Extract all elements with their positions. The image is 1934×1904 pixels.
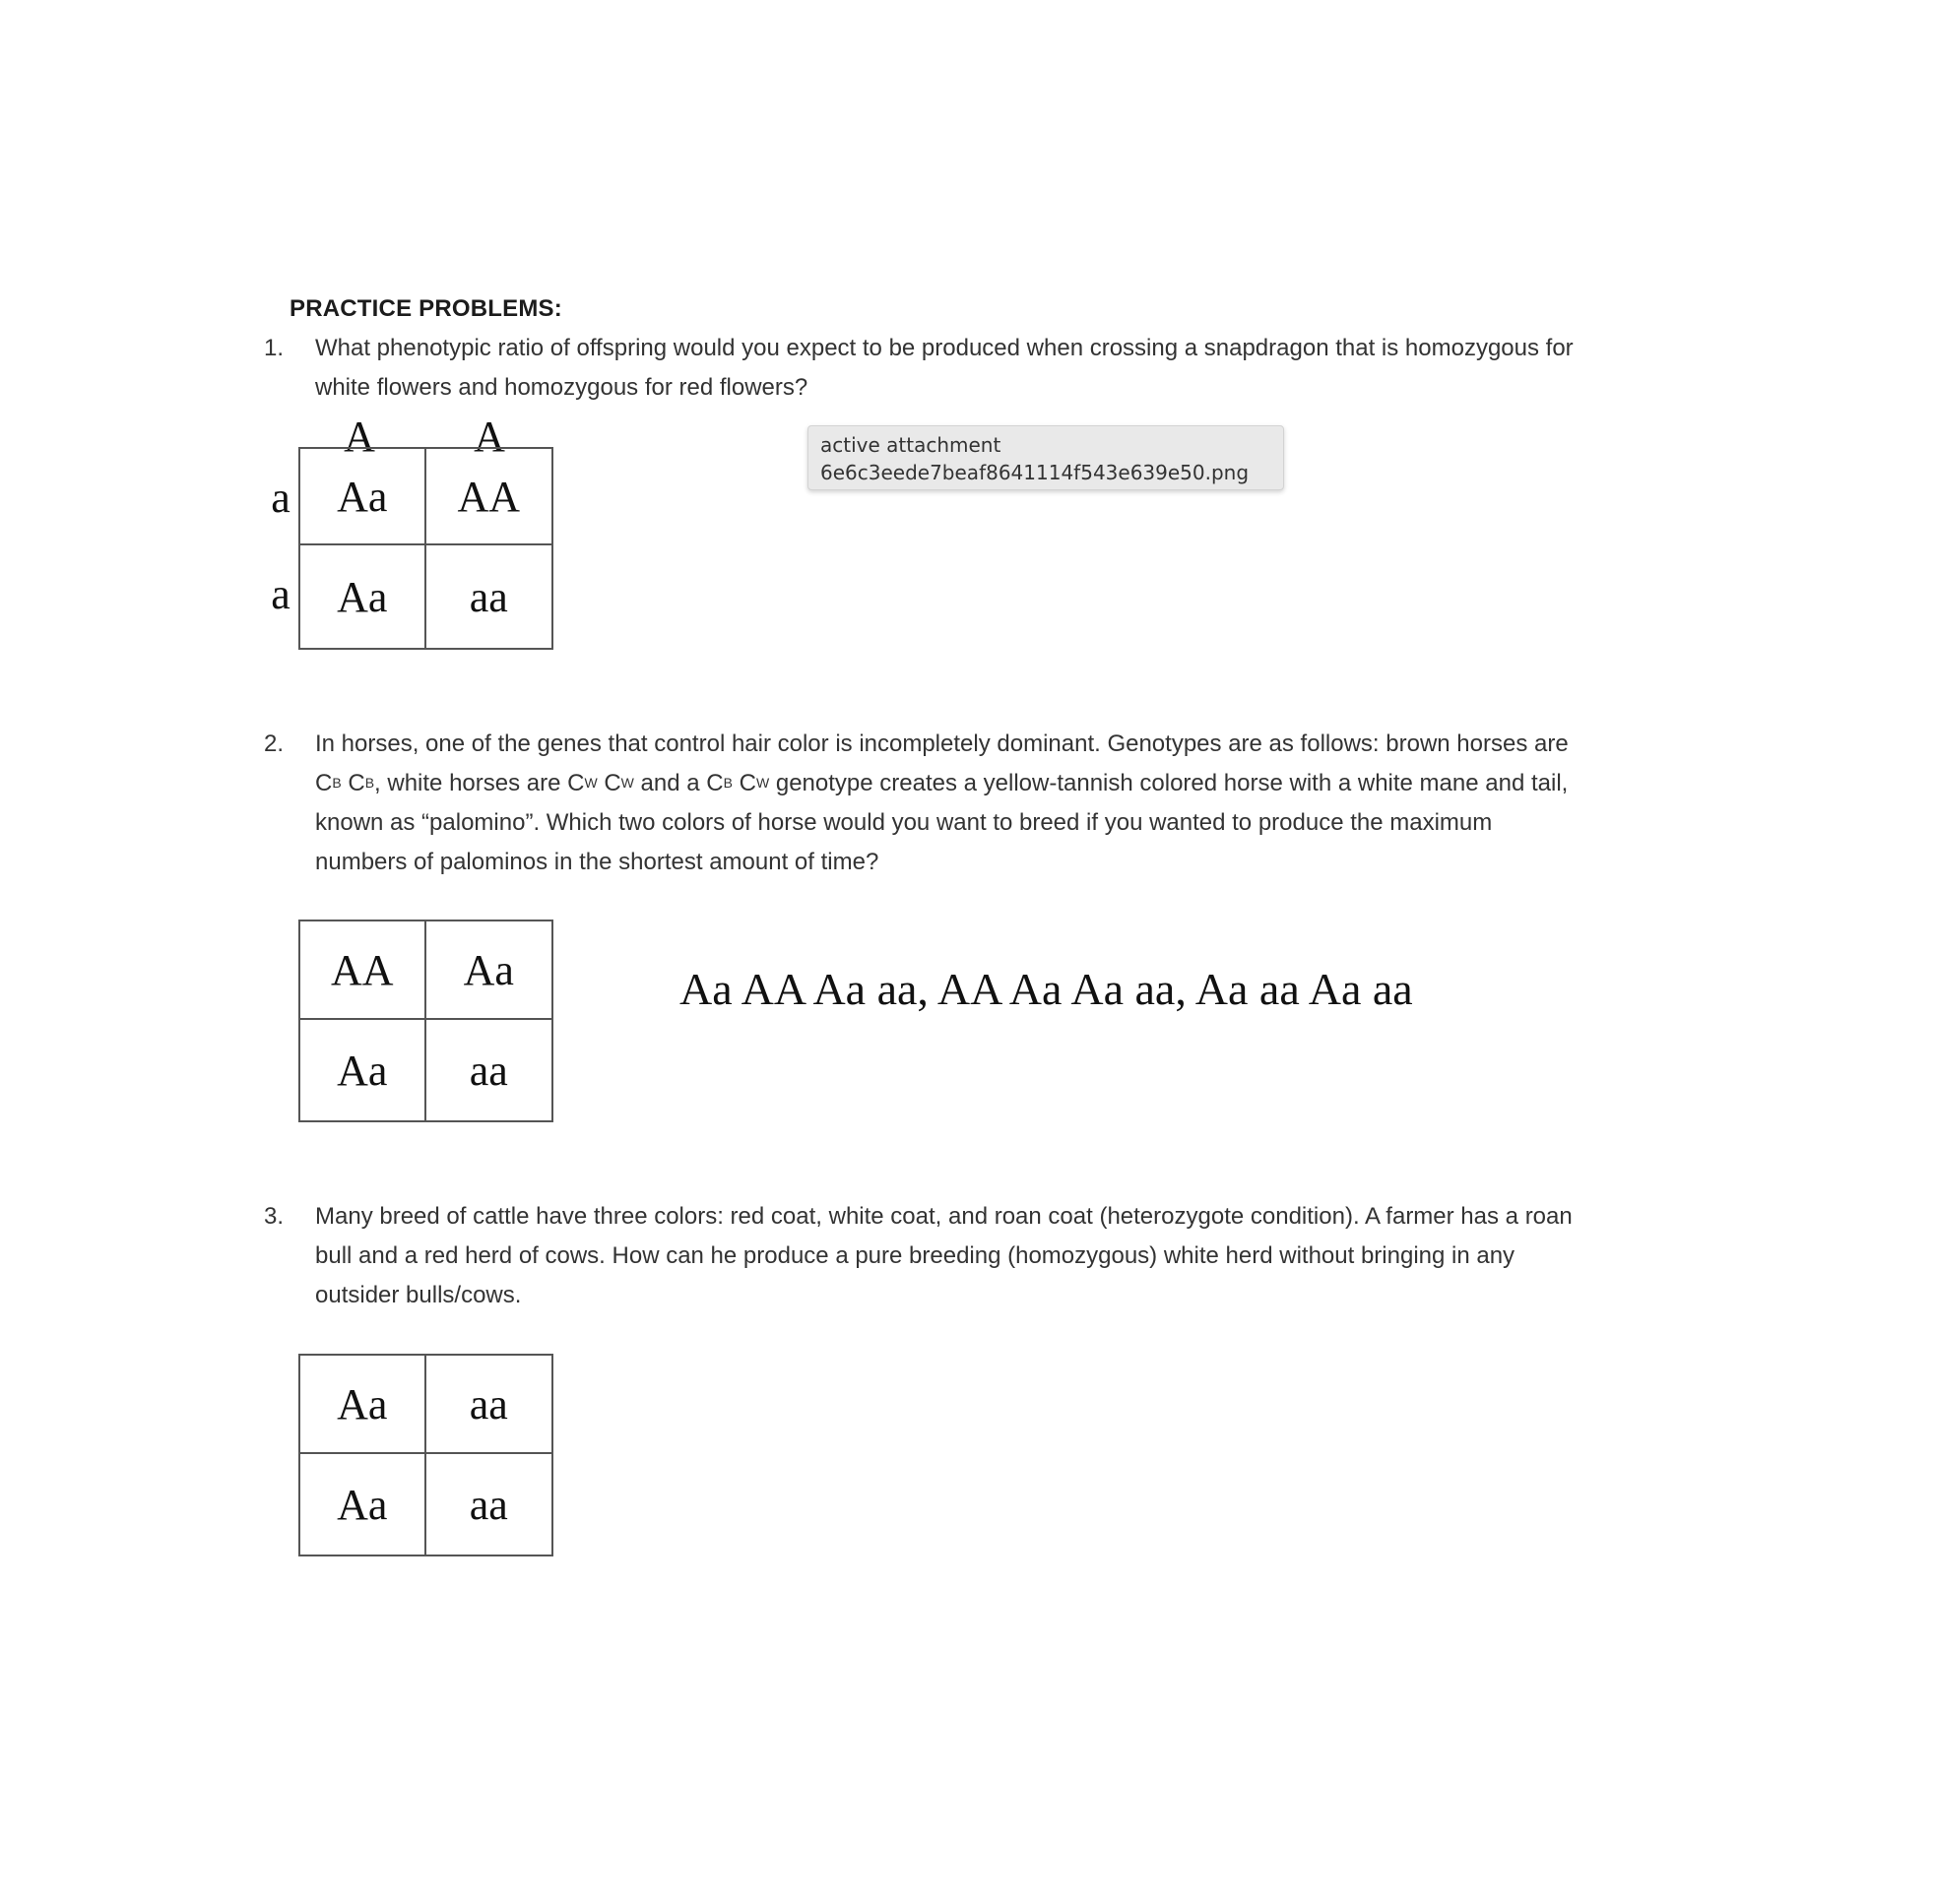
question-3-line: bull and a red herd of cows. How can he produce a pure breeding (homozygous) white herd without bringing in any [315, 1242, 1515, 1269]
punnett-square-3 [298, 1354, 553, 1556]
punnett-cell: Aa [300, 545, 426, 648]
punnett-square-1 [298, 447, 553, 650]
question-1-text [315, 329, 1684, 408]
punnett-1-column-header: A [474, 413, 505, 461]
question-2-number: 2. [264, 730, 285, 757]
punnett-1-row-header: a [271, 474, 290, 522]
punnett-cell: Aa [426, 921, 552, 1020]
punnett-1-row-header: a [271, 570, 290, 618]
punnett-cell: AA [300, 921, 426, 1020]
question-1-line: What phenotypic ratio of offspring would you expect to be produced when crossing a snapdragon that is homozygous for [315, 335, 1574, 361]
question-3-line: Many breed of cattle have three colors: red coat, white coat, and roan coat (heterozygote condition). A farmer has a roan [315, 1203, 1573, 1230]
section-heading: PRACTICE PROBLEMS: [290, 295, 562, 322]
handwritten-answer: Aa AA Aa aa, AA Aa Aa aa, Aa aa Aa aa [679, 964, 1413, 1014]
question-2-text [315, 725, 1684, 882]
tooltip-title: active attachment [820, 433, 1001, 457]
question-1-line: white flowers and homozygous for red flowers? [315, 374, 808, 401]
punnett-cell: Aa [300, 1454, 426, 1555]
punnett-cell: aa [469, 1046, 508, 1095]
question-2-genotype-line: $C^B$ $C^B$, white horses are $C^W$ $C^W$ and a $C^B$ $C^W$ genotype creates a yellow-tannish colored horse with a white mane and tail, [315, 770, 1569, 796]
punnett-cell: aa [426, 1356, 552, 1454]
punnett-square-2 [298, 920, 553, 1122]
question-2-line: known as “palomino”. Which two colors of horse would you want to breed if you wanted to produce the maximum [315, 809, 1493, 836]
question-3-text [315, 1197, 1684, 1315]
punnett-cell: AA [426, 449, 552, 545]
punnett-cell: aa [469, 572, 508, 621]
attachment-tooltip [807, 425, 1284, 490]
punnett-cell: Aa [300, 1020, 426, 1120]
question-2-line: numbers of palominos in the shortest amount of time? [315, 849, 879, 875]
question-1-number: 1. [264, 335, 285, 361]
punnett-cell: aa [469, 1480, 508, 1529]
question-2-line: In horses, one of the genes that control hair color is incompletely dominant. Genotypes are as follows: brown horses are [315, 730, 1569, 757]
tooltip-filename: 6e6c3eede7beaf8641114f543e639e50.png [820, 461, 1250, 484]
punnett-cell: Aa [300, 1356, 426, 1454]
punnett-1-column-header: A [344, 413, 375, 461]
punnett-cell: Aa [300, 449, 426, 545]
question-3-number: 3. [264, 1203, 285, 1230]
question-3-line: outsider bulls/cows. [315, 1282, 522, 1308]
